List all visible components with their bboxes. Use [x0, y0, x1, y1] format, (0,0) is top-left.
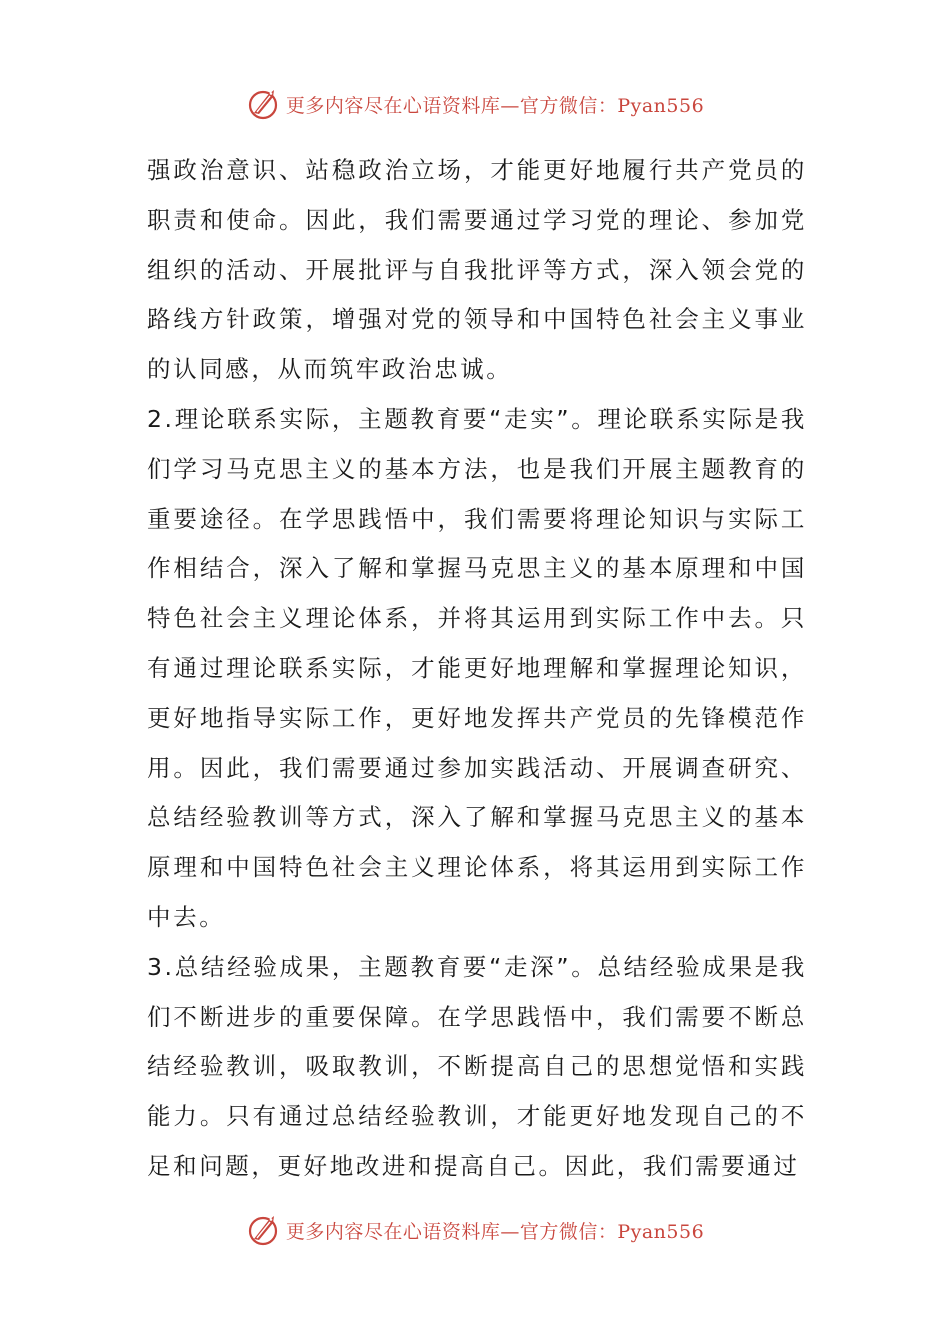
paragraph-2: 2.理论联系实际，主题教育要“走实”。理论联系实际是我们学习马克思主义的基本方法，也是我们开展主题教育的重要途径。在学思践悟中，我们需要将理论知识与实际工作相结合，深入了解和掌握马克思主义的基本原理和中国特色社会主义理论体系，并将其运用到实际工作中去。只有通过理论联系实际，才能更好地理解和掌握理论知识，更好地指导实际工作，更好地发挥共产党员的先锋模范作用。因此，我们需要通过参加实践活动、开展调查研究、总结经验教训等方式，深入了解和掌握马克思主义的基本原理和中国特色社会主义理论体系，将其运用到实际工作中去。	[147, 404, 807, 931]
footer-banner-text: 更多内容尽在心语资料库—官方微信：Pyan556	[285, 1220, 705, 1243]
document-body	[147, 146, 807, 1192]
pen-nib-logo-icon	[246, 86, 282, 122]
paragraph-3: 3.总结经验成果，主题教育要“走深”。总结经验成果是我们不断进步的重要保障。在学思践悟中，我们需要不断总结经验教训，吸取教训，不断提高自己的思想觉悟和实践能力。只有通过总结经验教训，才能更好地发现自己的不足和问题，更好地改进和提高自己。因此，我们需要通过	[147, 952, 807, 1180]
footer-banner	[0, 1210, 950, 1250]
pen-nib-logo-icon	[246, 1212, 282, 1248]
header-banner	[0, 84, 950, 124]
paragraph-1: 强政治意识、站稳政治立场，才能更好地履行共产党员的职责和使命。因此，我们需要通过学习党的理论、参加党组织的活动、开展批评与自我批评等方式，深入领会党的路线方针政策，增强对党的领导和中国特色社会主义事业的认同感，从而筑牢政治忠诚。	[147, 156, 807, 384]
header-banner-text: 更多内容尽在心语资料库—官方微信：Pyan556	[285, 94, 705, 117]
